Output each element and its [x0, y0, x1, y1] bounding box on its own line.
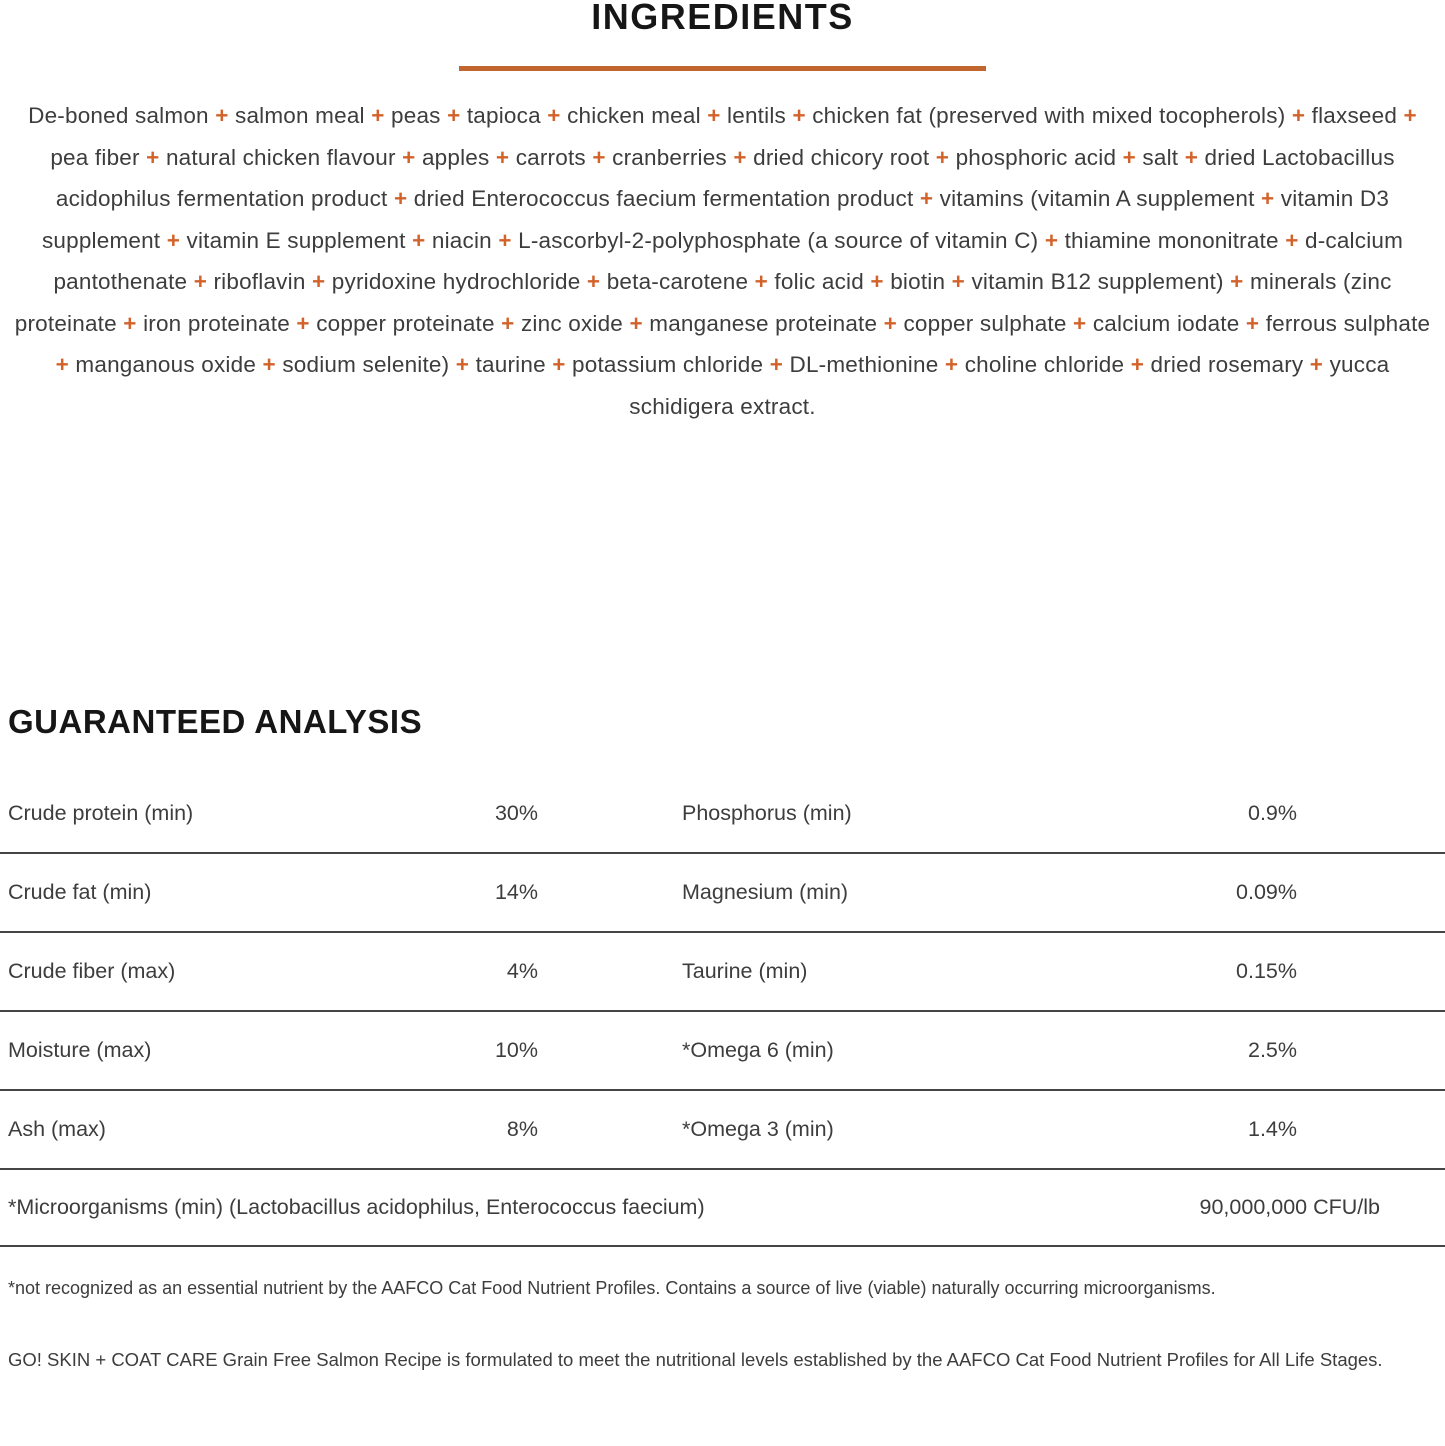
table-row — [0, 775, 1445, 854]
ga-label: Ash (max) — [8, 1117, 106, 1141]
plus-separator: + — [501, 310, 515, 336]
ingredients-heading: INGREDIENTS — [591, 0, 854, 37]
plus-separator: + — [296, 310, 310, 336]
ga-value: 4% — [506, 959, 538, 983]
plus-separator: + — [754, 269, 768, 294]
plus-separator: + — [769, 352, 784, 377]
ga-cell-pair — [8, 880, 538, 905]
plus-separator: + — [311, 269, 326, 294]
ga-label: Phosphorus (min) — [682, 801, 852, 825]
plus-separator: + — [412, 227, 426, 253]
plus-separator: + — [1044, 227, 1059, 253]
plus-separator: + — [123, 310, 137, 336]
ga-cell-pair — [682, 880, 1297, 905]
plus-separator: + — [1403, 103, 1417, 128]
plus-separator: + — [870, 269, 884, 294]
table-row — [0, 1012, 1445, 1091]
aafco-statement: GO! SKIN + COAT CARE Grain Free Salmon Recipe is formulated to meet the nutritional levels established by the AAFCO Cat Food Nutrient Profiles for All Life Stages. — [8, 1349, 1383, 1370]
table-row — [0, 854, 1445, 933]
plus-separator: + — [1245, 310, 1260, 336]
ga-value: 30% — [494, 801, 538, 825]
guaranteed-analysis-heading: GUARANTEED ANALYSIS — [8, 703, 423, 740]
plus-separator: + — [455, 352, 470, 377]
plus-separator: + — [1230, 269, 1244, 294]
ga-value: 2.5% — [1247, 1038, 1297, 1062]
guaranteed-analysis-rows — [0, 775, 1445, 1170]
ga-cell-pair — [682, 959, 1297, 984]
plus-separator: + — [547, 103, 561, 128]
ga-value: 0.09% — [1236, 880, 1297, 904]
plus-separator: + — [552, 352, 566, 377]
plus-separator: + — [707, 103, 721, 128]
plus-separator: + — [55, 352, 69, 377]
ga-label: Magnesium (min) — [682, 880, 849, 904]
ga-label: Moisture (max) — [8, 1038, 152, 1062]
ingredients-paragraph: De-boned salmon + salmon meal + peas + tapioca + chicken meal + lentils + chicken fat (preserved with mixed tocopherols) + flaxseed + pea fiber + natural chicken flavour + apples + carrots + cranberries + dried chicory root + phosphoric acid + salt + dried Lactobacillus acidophilus fermentation product + dried Enterococcus faecium fermentation product + vitamins (vitamin A supplement + vitamin D3 supplement + vitamin E supplement + niacin + L-ascorbyl-2-polyphosphate (a source of vitamin C) + thiamine mononitrate + d-calcium pantothenate + riboflavin + pyridoxine hydrochloride + beta-carotene + folic acid + biotin + vitamin B12 supplement) + minerals (zinc proteinate + iron proteinate + copper proteinate + zinc oxide + manganese proteinate + copper sulphate + calcium iodate + ferrous sulphate + manganous oxide + sodium selenite) + taurine + potassium chloride + DL-methionine + choline chloride + dried rosemary + yucca schidigera extract. — [14, 103, 1431, 419]
plus-separator: + — [935, 144, 950, 170]
ga-value: 14% — [494, 880, 538, 904]
plus-separator: + — [447, 103, 461, 128]
plus-separator: + — [371, 103, 385, 128]
ga-cell-pair — [682, 801, 1297, 826]
table-row — [0, 933, 1445, 1012]
ga-label: Crude protein (min) — [8, 801, 194, 825]
plus-separator: + — [1184, 144, 1199, 170]
plus-separator: + — [215, 103, 229, 128]
plus-separator: + — [944, 352, 959, 377]
ga-label: Crude fat (min) — [8, 880, 152, 904]
ga-label: *Microorganisms (min) (Lactobacillus acidophilus, Enterococcus faecium) — [8, 1195, 705, 1219]
plus-separator: + — [498, 227, 512, 253]
plus-separator: + — [792, 103, 806, 128]
plus-separator: + — [1291, 103, 1306, 128]
plus-separator: + — [262, 352, 276, 377]
heading-accent-rule — [459, 66, 986, 71]
guaranteed-analysis-table — [0, 775, 1445, 1247]
ga-value: 8% — [506, 1117, 538, 1141]
plus-separator: + — [166, 227, 181, 253]
ga-cell-pair — [8, 1117, 538, 1142]
ga-cell-pair — [8, 959, 538, 984]
ga-label: Crude fiber (max) — [8, 959, 176, 983]
ga-label: *Omega 3 (min) — [682, 1117, 834, 1141]
plus-separator: + — [193, 269, 208, 294]
ga-value: 1.4% — [1247, 1117, 1297, 1141]
table-row — [0, 1091, 1445, 1170]
ga-label: *Omega 6 (min) — [682, 1038, 834, 1062]
plus-separator: + — [393, 186, 408, 211]
ga-cell-pair — [682, 1117, 1297, 1142]
plus-separator: + — [146, 144, 160, 170]
ga-value: 10% — [494, 1038, 538, 1062]
ga-cell-pair — [682, 1038, 1297, 1063]
plus-separator: + — [951, 269, 966, 294]
plus-separator: + — [1122, 144, 1136, 170]
plus-separator: + — [883, 310, 897, 336]
plus-separator: + — [592, 144, 606, 170]
plus-separator: + — [1073, 310, 1087, 336]
ga-value: 90,000,000 CFU/lb — [1199, 1195, 1380, 1219]
plus-separator: + — [733, 144, 747, 170]
plus-separator: + — [495, 144, 510, 170]
plus-separator: + — [1285, 227, 1299, 253]
ga-cell-pair — [8, 1038, 538, 1063]
ga-label: Taurine (min) — [682, 959, 808, 983]
ga-value: 0.15% — [1236, 959, 1297, 983]
asterisk-footnote: *not recognized as an essential nutrient by the AAFCO Cat Food Nutrient Profiles. Contains a source of live (viable) naturally occurring microorganisms. — [8, 1278, 1216, 1298]
table-row-microorganisms — [0, 1170, 1445, 1247]
ga-value: 0.9% — [1247, 801, 1297, 825]
plus-separator: + — [1309, 352, 1324, 377]
plus-separator: + — [586, 269, 601, 294]
ga-cell-pair — [8, 801, 538, 826]
plus-separator: + — [402, 144, 416, 170]
plus-separator: + — [919, 186, 934, 211]
plus-separator: + — [629, 310, 643, 336]
plus-separator: + — [1130, 352, 1145, 377]
plus-separator: + — [1261, 186, 1275, 211]
